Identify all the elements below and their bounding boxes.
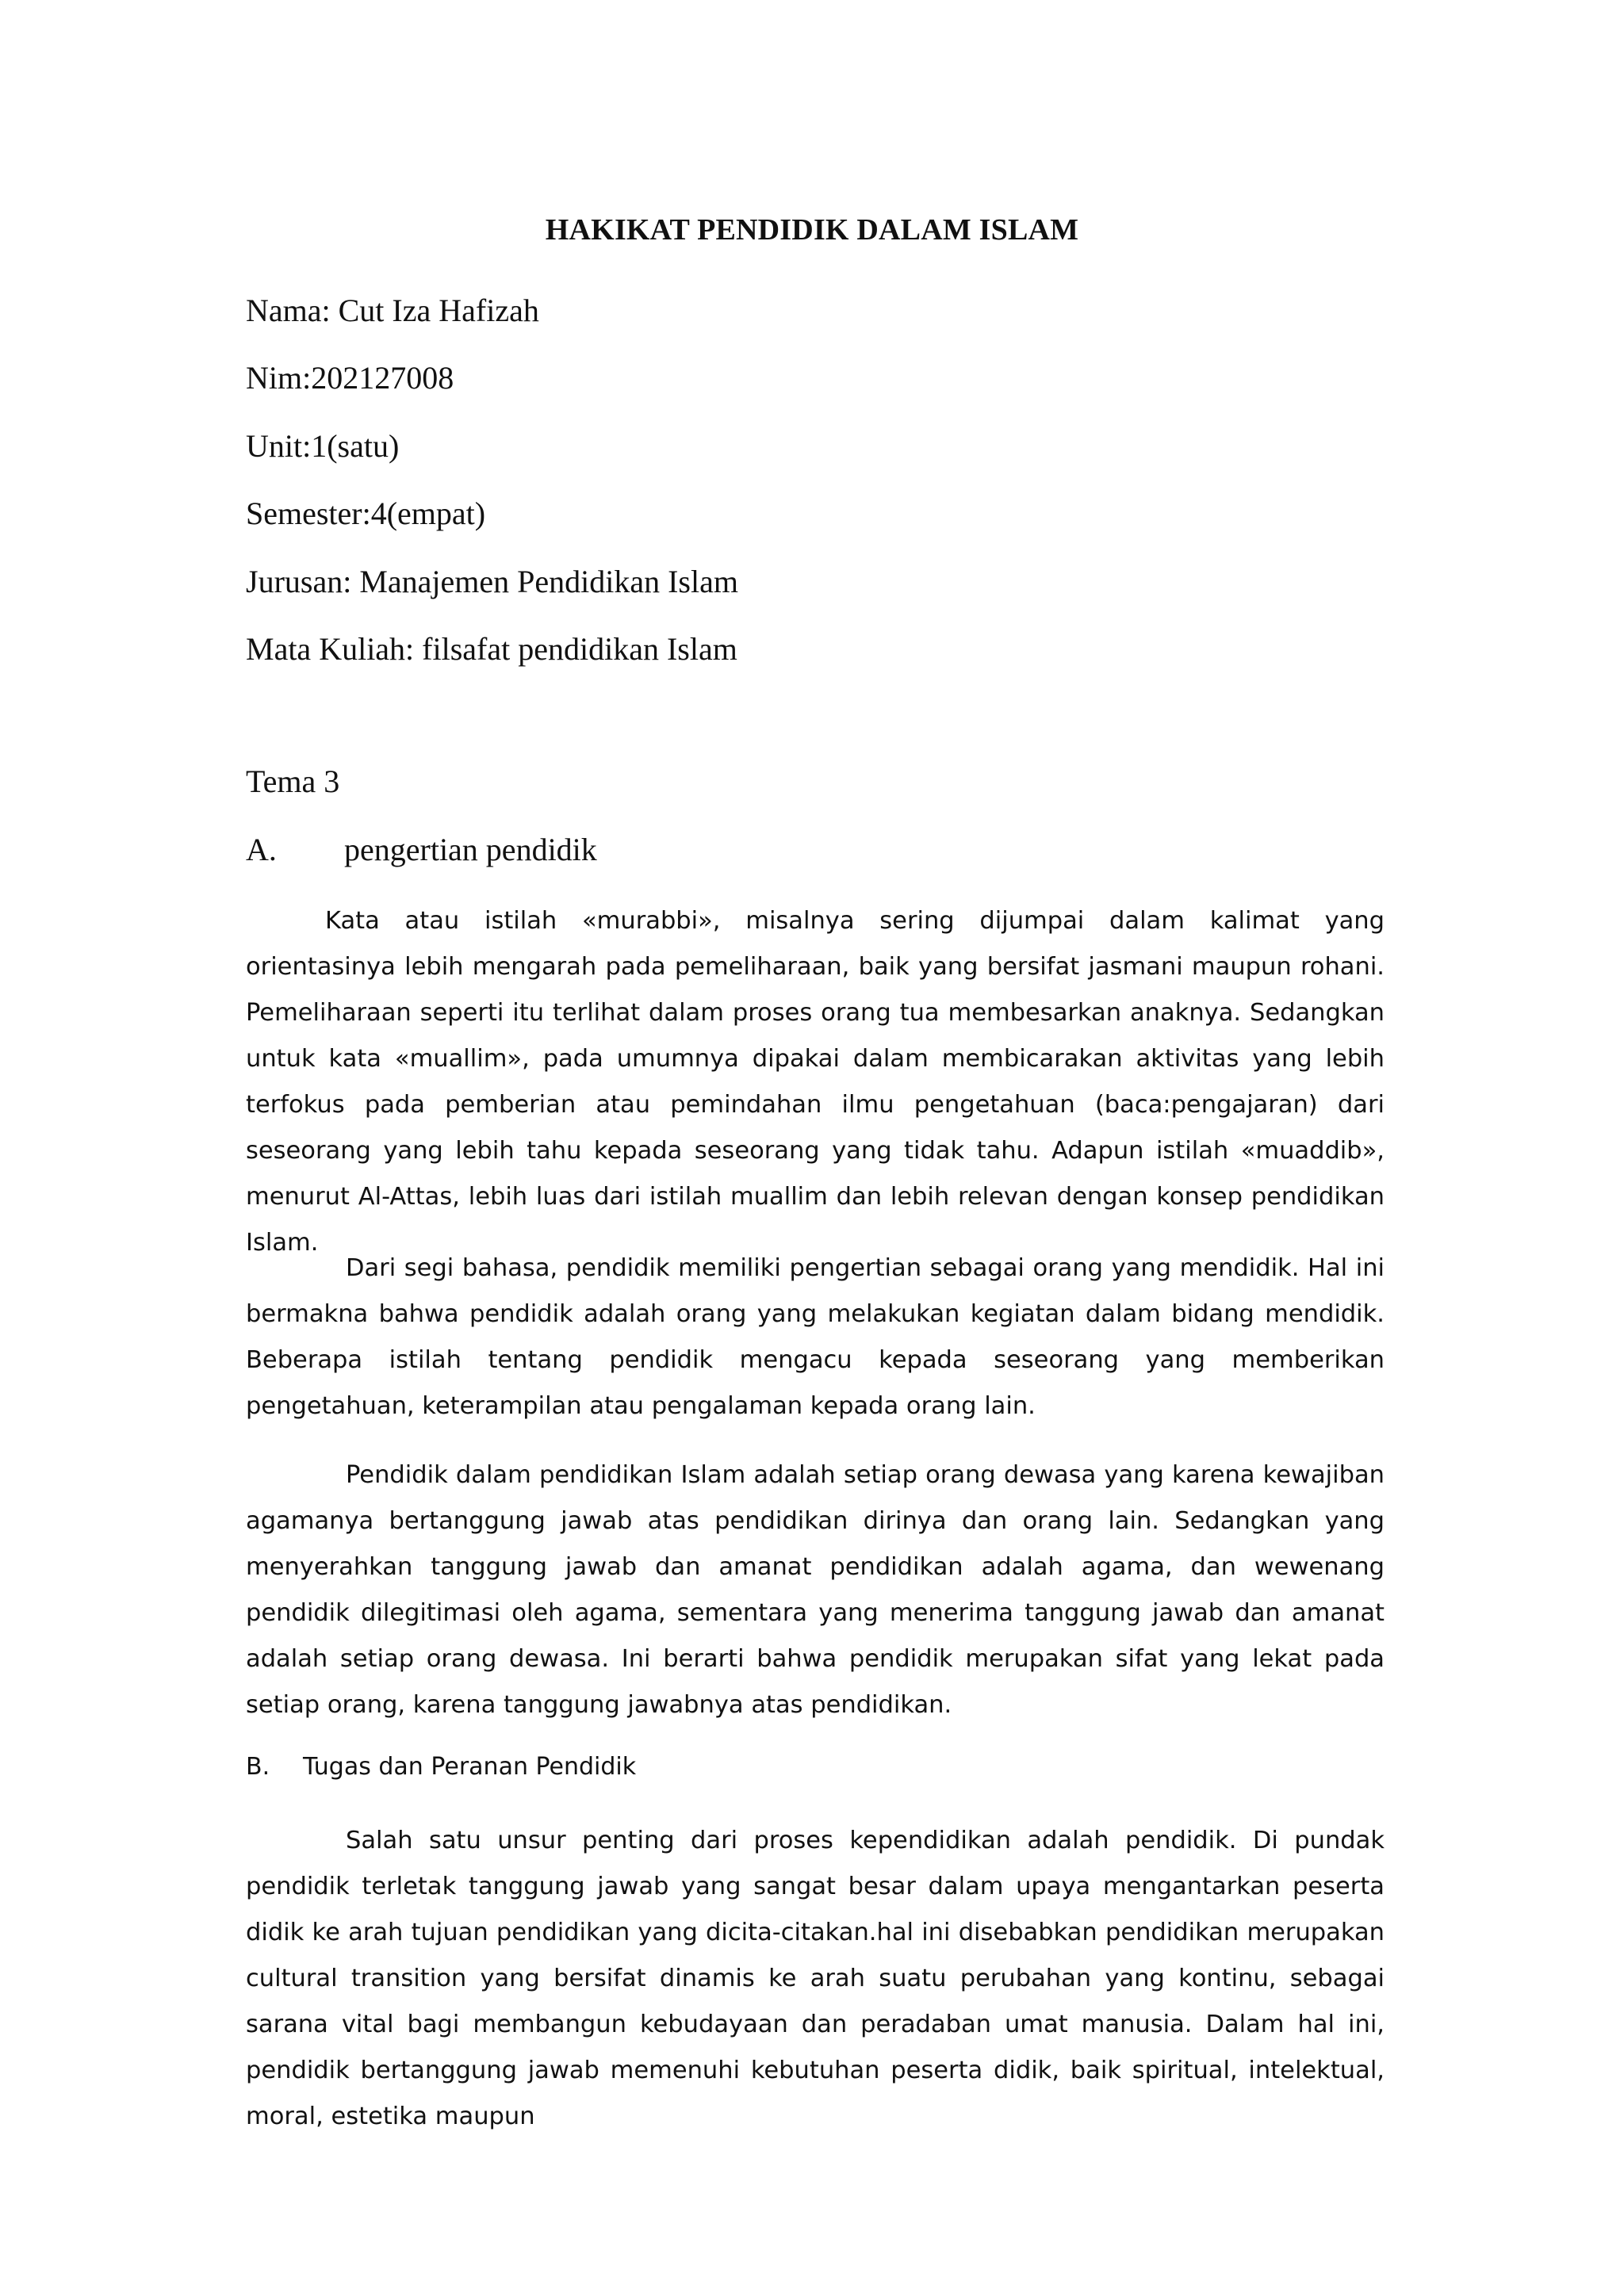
info-unit: Unit:1(satu) — [246, 428, 400, 464]
section-b-title: Tugas dan Peranan Pendidik — [303, 1753, 637, 1781]
paragraph-b1: Salah satu unsur penting dari proses kependidikan adalah pendidik. Di pundak pendidik terletak tanggung jawab yang sangat besar dalam upaya mengantarkan peserta didik ke arah tujuan pendidikan yang dicita-citakan.hal ini disebabkan pendidikan merupakan cultural transition yang bersifat dinamis ke arah suatu perubahan yang kontinu, sebagai sarana vital bagi membangun kebudayaan dan peradaban umat manusia. Dalam hal ini, pendidik bertanggung jawab memenuhi kebutuhan peserta didik, baik spiritual, intelektual, moral, estetika maupun — [246, 1827, 1385, 2130]
section-a-title: pengertian pendidik — [344, 832, 597, 867]
info-nim: Nim:202127008 — [246, 360, 454, 396]
section-b-heading — [246, 1751, 636, 1784]
info-nama: Nama: Cut Iza Hafizah — [246, 293, 539, 328]
info-semester: Semester:4(empat) — [246, 496, 486, 531]
paragraph-a3: Pendidik dalam pendidikan Islam adalah setiap orang dewasa yang karena kewajiban agamanya bertanggung jawab atas pendidikan dirinya dan orang lain. Sedangkan yang menyerahkan tanggung jawab dan amanat pendidikan adalah agama, dan wewenang pendidik dilegitimasi oleh agama, sementara yang menerima tanggung jawab dan amanat adalah setiap orang dewasa. Ini berarti bahwa pendidik merupakan sifat yang lekat pada setiap orang, karena tanggung jawabnya atas pendidikan. — [246, 1461, 1385, 1719]
info-mata-kuliah: Mata Kuliah: filsafat pendidikan Islam — [246, 631, 737, 667]
section-b-marker: B. — [246, 1753, 270, 1781]
section-a-heading — [246, 829, 597, 871]
document-title: HAKIKAT PENDIDIK DALAM ISLAM — [545, 213, 1079, 247]
tema-label: Tema 3 — [246, 763, 340, 799]
section-a-marker: A. — [246, 832, 277, 867]
paragraph-a1: Kata atau istilah «murabbi», misalnya sering dijumpai dalam kalimat yang orientasinya lebih mengarah pada pemeliharaan, baik yang bersifat jasmani maupun rohani. Pemeliharaan seperti itu terlihat dalam proses orang tua membesarkan anaknya. Sedangkan untuk kata «muallim», pada umumnya dipakai dalam membicarakan aktivitas yang lebih terfokus pada pemberian atau pemindahan ilmu pengetahuan (baca:pengajaran) dari seseorang yang lebih tahu kepada seseorang yang tidak tahu. Adapun istilah «muaddib», menurut Al-Attas, lebih luas dari istilah muallim dan lebih relevan dengan konsep pendidikan Islam. — [246, 907, 1385, 1257]
info-jurusan: Jurusan: Manajemen Pendidikan Islam — [246, 564, 738, 599]
paragraph-a2: Dari segi bahasa, pendidik memiliki pengertian sebagai orang yang mendidik. Hal ini bermakna bahwa pendidik adalah orang yang melakukan kegiatan dalam bidang mendidik. Beberapa istilah tentang pendidik mengacu kepada seseorang yang memberikan pengetahuan, keterampilan atau pengalaman kepada orang lain. — [246, 1254, 1385, 1420]
